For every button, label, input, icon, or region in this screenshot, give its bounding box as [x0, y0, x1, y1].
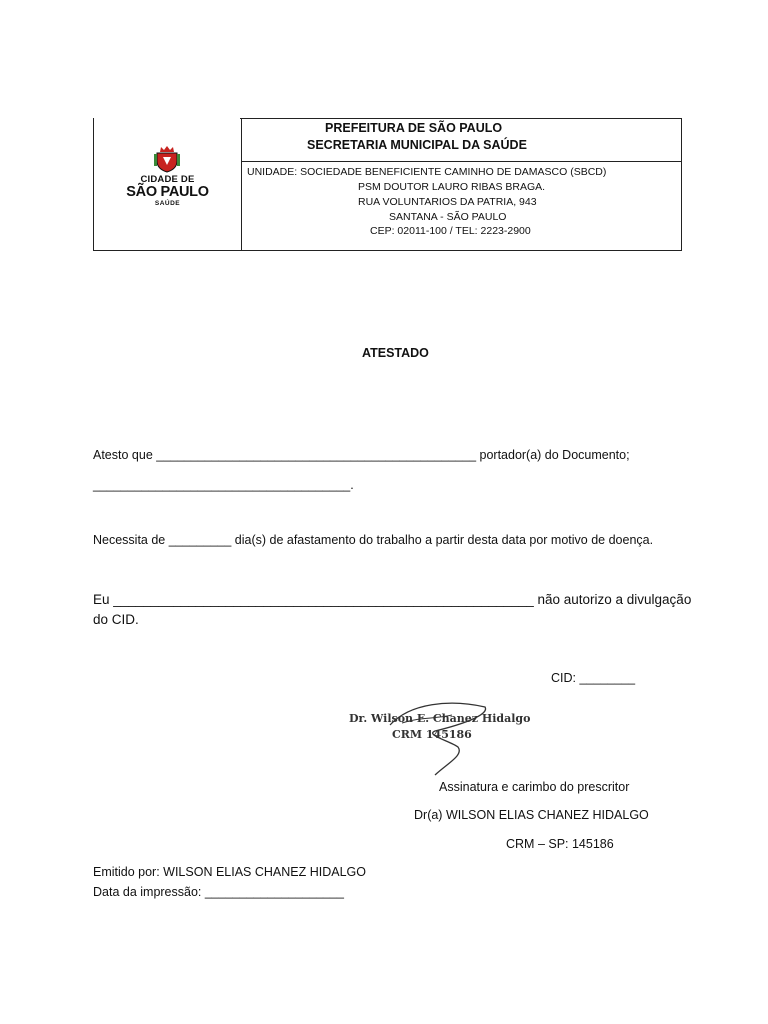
- necessita-line: Necessita de _________ dia(s) de afastamento do trabalho a partir desta data por motivo de doença.: [93, 533, 654, 547]
- logo-sao-paulo-text: SÃO PAULO: [126, 184, 209, 200]
- cid-field: CID: ________: [551, 671, 636, 685]
- unit-contact-line: CEP: 02011-100 / TEL: 2223-2900: [370, 225, 531, 237]
- header-titles: [241, 119, 681, 162]
- unit-hospital-line: PSM DOUTOR LAURO RIBAS BRAGA.: [358, 181, 546, 193]
- secretaria-title: SECRETARIA MUNICIPAL DA SAÚDE: [307, 138, 527, 152]
- logo-saude-text: SAÚDE: [154, 200, 181, 207]
- unit-city-line: SANTANA - SÃO PAULO: [389, 211, 507, 223]
- signature-label: Assinatura e carimbo do prescritor: [439, 780, 630, 794]
- logo-city-text: CIDADE DE: [140, 174, 195, 185]
- document-number-line: _____________________________________.: [93, 478, 354, 492]
- doctor-name: Dr(a) WILSON ELIAS CHANEZ HIDALGO: [414, 808, 649, 822]
- unit-address-line: RUA VOLUNTARIOS DA PATRIA, 943: [358, 196, 537, 208]
- stamp-name: Dr. Wilson E. Chanez Hidalgo: [349, 712, 531, 725]
- handwritten-signature: [340, 695, 520, 780]
- logo-cell: [94, 119, 242, 250]
- doctor-crm: CRM – SP: 145186: [506, 837, 614, 851]
- crest-icon: [152, 145, 182, 173]
- prefeitura-title: PREFEITURA DE SÃO PAULO: [325, 121, 503, 135]
- cid-authorization-continuation: do CID.: [93, 612, 139, 627]
- header-box: [93, 118, 682, 251]
- print-date: Data da impressão: ____________________: [93, 885, 344, 899]
- emitted-by: Emitido por: WILSON ELIAS CHANEZ HIDALGO: [93, 865, 366, 879]
- unit-name-line: UNIDADE: SOCIEDADE BENEFICIENTE CAMINHO DE DAMASCO (SBCD): [247, 166, 607, 178]
- stamp-crm: CRM 145186: [392, 728, 472, 741]
- atesto-line: Atesto que ______________________________________________ portador(a) do Documento;: [93, 448, 630, 462]
- document-heading: ATESTADO: [362, 346, 429, 360]
- cid-authorization-line: Eu ________________________________________________________ não autorizo a divulgação: [93, 592, 692, 607]
- header-info-cell: [241, 119, 681, 250]
